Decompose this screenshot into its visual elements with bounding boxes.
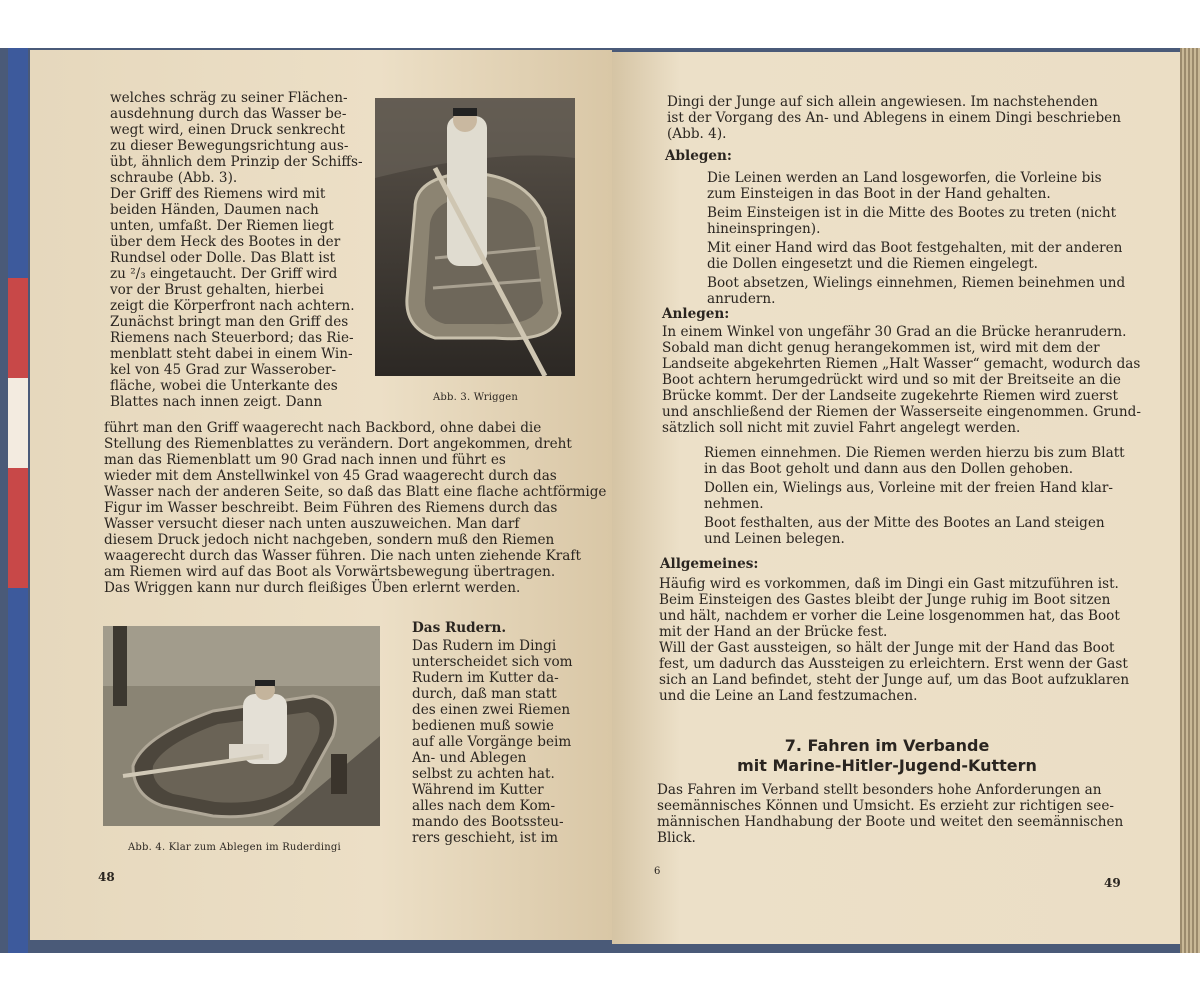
text-line: Zunächst bringt man den Griff des xyxy=(110,314,349,330)
page-number-right: 49 xyxy=(1104,876,1121,890)
text-line: durch, daß man statt xyxy=(412,686,557,702)
text-line: führt man den Griff waagerecht nach Backbord, ohne dabei die xyxy=(104,420,542,436)
text-line: Boot achtern herumgedrückt wird und so mit der Breitseite an die xyxy=(662,372,1121,388)
text-line: unten, umfaßt. Der Riemen liegt xyxy=(110,218,334,234)
text-line: männischen Handhabung der Boote und weitet den seemännischen xyxy=(657,814,1124,830)
text-line: fläche, wobei die Unterkante des xyxy=(110,378,338,394)
caption-abb-3: Abb. 3. Wriggen xyxy=(433,392,519,403)
text-line: und die Leine an Land festzumachen. xyxy=(659,688,918,704)
text-line: über dem Heck des Bootes in der xyxy=(110,234,341,250)
text-line: Während im Kutter xyxy=(412,782,544,798)
page-edges xyxy=(1180,48,1200,953)
ablegen-item xyxy=(665,275,1131,307)
text-line: und Leinen belegen. xyxy=(704,531,845,547)
anlegen-item xyxy=(662,515,1128,547)
text-line: Beim Einsteigen ist in die Mitte des Bootes zu treten (nicht xyxy=(707,205,1117,221)
text-line: Das Wriggen kann nur durch fleißiges Üben erlernt werden. xyxy=(104,580,521,596)
left-column-text xyxy=(110,90,363,410)
right-intro-text xyxy=(667,94,1133,142)
anlegen-item xyxy=(662,445,1128,477)
open-book xyxy=(0,48,1200,953)
text-line: am Riemen wird auf das Boot als Vorwärtsbewegung übertragen. xyxy=(104,564,556,580)
text-line: zeigt die Körperfront nach achtern. xyxy=(110,298,355,314)
text-line: anrudern. xyxy=(707,291,776,307)
text-line: ist der Vorgang des An- und Ablegens in einem Dingi beschrieben xyxy=(667,110,1121,126)
chapter-text xyxy=(657,782,1123,846)
book-spine xyxy=(8,48,28,953)
text-line: vor der Brust gehalten, hierbei xyxy=(110,282,324,298)
text-line: übt, ähnlich dem Prinzip der Schiffs- xyxy=(110,154,363,170)
anlegen-item xyxy=(662,480,1128,512)
text-line: (Abb. 4). xyxy=(667,126,727,142)
ablegen-item xyxy=(665,205,1131,237)
text-line: Dingi der Junge auf sich allein angewiesen. Im nachstehenden xyxy=(667,94,1098,110)
text-line: rers geschieht, ist im xyxy=(412,830,559,846)
text-line: Mit einer Hand wird das Boot festgehalten, mit der anderen xyxy=(707,240,1123,256)
text-line: waagerecht durch das Wasser führen. Die nach unten ziehende Kraft xyxy=(104,548,581,564)
anlegen-list xyxy=(662,445,1128,550)
text-line: wegt wird, einen Druck senkrecht xyxy=(110,122,345,138)
photo-wriggen xyxy=(375,98,575,376)
text-line: alles nach dem Kom- xyxy=(412,798,556,814)
text-line: hineinspringen). xyxy=(707,221,821,237)
text-line: Wasser nach der anderen Seite, so daß das Blatt eine flache achtförmige xyxy=(104,484,607,500)
text-line: zu dieser Bewegungsrichtung aus- xyxy=(110,138,349,154)
text-line: Figur im Wasser beschreibt. Beim Führen des Riemens durch das xyxy=(104,500,558,516)
text-line: Landseite abgekehrten Riemen „Halt Wasser“ gemacht, wodurch das xyxy=(662,356,1141,372)
anlegen-text xyxy=(662,324,1141,436)
chapter-heading-line-2: mit Marine-Hitler-Jugend-Kuttern xyxy=(737,756,1037,775)
text-line: sich an Land befindet, steht der Junge auf, um das Boot aufzuklaren xyxy=(659,672,1130,688)
text-line: mit der Hand an der Brücke fest. xyxy=(659,624,888,640)
chapter-heading xyxy=(722,736,1052,776)
text-line: sätzlich soll nicht mit zuviel Fahrt angelegt werden. xyxy=(662,420,1021,436)
text-line: menblatt steht dabei in einem Win- xyxy=(110,346,353,362)
text-line: bedienen muß sowie xyxy=(412,718,554,734)
caption-abb-4: Abb. 4. Klar zum Ablegen im Ruderdingi xyxy=(128,842,341,853)
text-line: des einen zwei Riemen xyxy=(412,702,571,718)
page-number-left: 48 xyxy=(98,870,115,884)
text-line: Will der Gast aussteigen, so hält der Junge mit der Hand das Boot xyxy=(659,640,1115,656)
text-line: Riemens nach Steuerbord; das Rie- xyxy=(110,330,354,346)
text-line: In einem Winkel von ungefähr 30 Grad an die Brücke heranrudern. xyxy=(662,324,1127,340)
left-page xyxy=(30,50,612,940)
text-line: nehmen. xyxy=(704,496,764,512)
text-line: Sobald man dicht genug herangekommen ist, wird mit dem der xyxy=(662,340,1100,356)
text-line: Blattes nach innen zeigt. Dann xyxy=(110,394,323,410)
text-line: man das Riemenblatt um 90 Grad nach innen und führt es xyxy=(104,452,506,468)
text-line: Boot absetzen, Wielings einnehmen, Riemen beinehmen und xyxy=(707,275,1126,291)
text-line: Riemen einnehmen. Die Riemen werden hierzu bis zum Blatt xyxy=(704,445,1125,461)
text-line: seemännisches Können und Umsicht. Es erzieht zur richtigen see- xyxy=(657,798,1114,814)
text-line: Der Griff des Riemens wird mit xyxy=(110,186,326,202)
text-line: zu ²/₃ eingetaucht. Der Griff wird xyxy=(110,266,338,282)
text-line: und hält, nachdem er vorher die Leine losgenommen hat, das Boot xyxy=(659,608,1120,624)
chapter-heading-line-1: 7. Fahren im Verbande xyxy=(784,736,990,755)
text-line: Dollen ein, Wielings aus, Vorleine mit der freien Hand klar- xyxy=(704,480,1113,496)
text-line: unterscheidet sich vom xyxy=(412,654,573,670)
ablegen-list xyxy=(665,170,1131,310)
allgemeines-text xyxy=(659,576,1130,704)
allgemeines-heading: Allgemeines: xyxy=(660,556,759,572)
text-line: diesem Druck jedoch nicht nachgeben, sondern muß den Riemen xyxy=(104,532,555,548)
text-line: Rundsel oder Dolle. Das Blatt ist xyxy=(110,250,336,266)
text-line: welches schräg zu seiner Flächen- xyxy=(110,90,348,106)
rudern-heading: Das Rudern. xyxy=(412,620,507,636)
photo-ruderdingi xyxy=(103,626,380,826)
text-line: Blick. xyxy=(657,830,696,846)
text-line: kel von 45 Grad zur Wasserober- xyxy=(110,362,337,378)
text-line: auf alle Vorgänge beim xyxy=(412,734,572,750)
text-line: Rudern im Kutter da- xyxy=(412,670,559,686)
text-line: fest, um dadurch das Aussteigen zu erleichtern. Erst wenn der Gast xyxy=(659,656,1128,672)
text-line: Die Leinen werden an Land losgeworfen, die Vorleine bis xyxy=(707,170,1102,186)
text-line: Häufig wird es vorkommen, daß im Dingi ein Gast mitzuführen ist. xyxy=(659,576,1119,592)
text-line: ausdehnung durch das Wasser be- xyxy=(110,106,347,122)
text-line: selbst zu achten hat. xyxy=(412,766,555,782)
text-line: Wasser versucht dieser nach unten auszuweichen. Man darf xyxy=(104,516,520,532)
text-line: in das Boot geholt und dann aus den Dollen gehoben. xyxy=(704,461,1074,477)
right-page xyxy=(612,52,1180,944)
rudern-text xyxy=(412,638,573,846)
text-line: wieder mit dem Anstellwinkel von 45 Grad waagerecht durch das xyxy=(104,468,557,484)
text-line: Beim Einsteigen des Gastes bleibt der Junge ruhig im Boot sitzen xyxy=(659,592,1111,608)
text-line: beiden Händen, Daumen nach xyxy=(110,202,319,218)
text-line: Brücke kommt. Der der Landseite zugekehrte Riemen wird zuerst xyxy=(662,388,1118,404)
text-line: An- und Ablegen xyxy=(412,750,527,766)
text-line: Das Fahren im Verband stellt besonders hohe Anforderungen an xyxy=(657,782,1102,798)
text-line: mando des Bootssteu- xyxy=(412,814,564,830)
ablegen-item xyxy=(665,170,1131,202)
signature-mark: 6 xyxy=(654,866,661,877)
text-line: schraube (Abb. 3). xyxy=(110,170,238,186)
ablegen-item xyxy=(665,240,1131,272)
text-line: Das Rudern im Dingi xyxy=(412,638,557,654)
ablegen-heading: Ablegen: xyxy=(665,148,732,164)
text-line: Boot festhalten, aus der Mitte des Bootes an Land steigen xyxy=(704,515,1105,531)
text-line: zum Einsteigen in das Boot in der Hand gehalten. xyxy=(707,186,1051,202)
text-line: Stellung des Riemenblattes zu verändern. Dort angekommen, dreht xyxy=(104,436,572,452)
left-full-text xyxy=(104,420,607,596)
text-line: und anschließend der Riemen der Wasserseite eingenommen. Grund- xyxy=(662,404,1141,420)
anlegen-heading: Anlegen: xyxy=(662,306,730,322)
text-line: die Dollen eingesetzt und die Riemen eingelegt. xyxy=(707,256,1038,272)
